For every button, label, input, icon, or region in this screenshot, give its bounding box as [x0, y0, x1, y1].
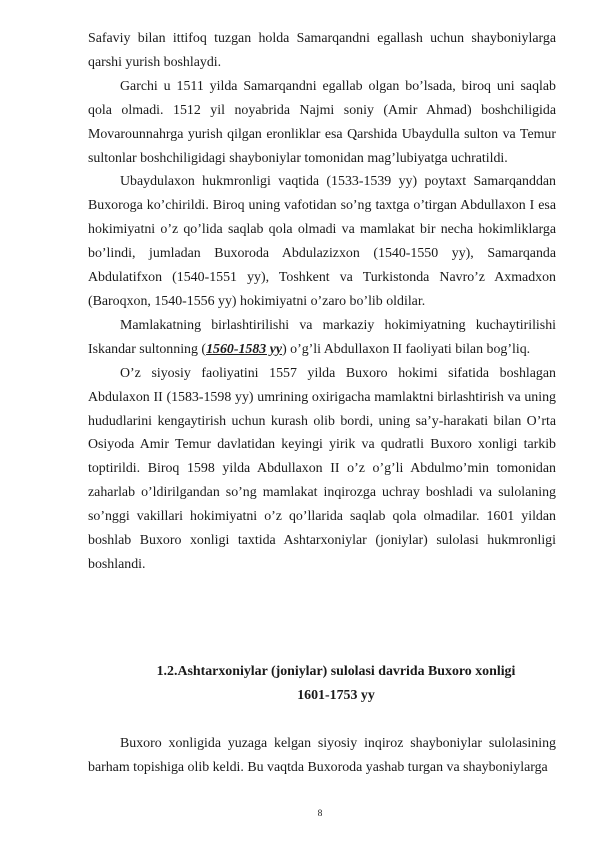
paragraph-4-end: ) o’g’li Abdullaxon II faoliyati bilan bog’liq. — [282, 341, 531, 357]
paragraph-6: Buxoro xonligida yuzaga kelgan siyosiy inqiroz shayboniylar sulolasining barham topishiga olib keldi. Bu vaqtda Buxoroda yashab turgan va shayboniylarga — [88, 736, 556, 775]
body-text-continued — [88, 732, 556, 780]
paragraph-4 — [88, 314, 556, 362]
section-heading-years: 1601-1753 yy — [297, 687, 375, 703]
paragraph-3: Ubaydulaxon hukmronligi vaqtida (1533-1539 yy) poytaxt Samarqanddan Buxoroga ko’chirildi. Biroq uning vafotidan so’ng taxtga o’tirgan Abdullaxon I esa hokimiyatni o’z qo’lida saqlab qola olmadi va mamlakat bir necha hokimliklarga bo’lindi, jumladan Buxoroda Abdulazizxon (1540-1550 yy), Samarqanda Abdulatifxon (1540-1551 yy), Toshkent va Turkistonda Navro’z Axmadxon (Baroqxon, 1540-1556 yy) hokimiyatni o’zaro bo’lib oldilar. — [88, 174, 556, 309]
section-heading — [88, 660, 584, 708]
date-link[interactable]: 1560-1583 yy — [206, 341, 283, 357]
paragraph-4-start: Mamlakatning birlashtirilishi va markaziy hokimiyatning kuchaytirilishi Iskandar sultonning ( — [88, 317, 556, 357]
section-heading-title: 1.2.Ashtarxoniylar (joniylar) sulolasi davrida Buxoro xonligi — [156, 664, 516, 679]
body-text — [88, 27, 556, 577]
paragraph-2: Garchi u 1511 yilda Samarqandni egallab olgan bo’lsada, biroq uni saqlab qola olmadi. 1512 yil noyabrida Najmi soniy (Amir Ahmad) boshchiligida Movarounnahrga yurish qilgan eronliklar esa Qarshida Ubaydulla sulton va Temur sultonlar boshchiligidagi shayboniylar tomonidan mag’lubiyatga uchratildi. — [88, 78, 556, 166]
paragraph-1: Safaviy bilan ittifoq tuzgan holda Samarqandni egallash uchun shayboniylarga qarshi yurish boshlaydi. — [88, 31, 556, 70]
paragraph-5: O’z siyosiy faoliyatini 1557 yilda Buxoro hokimi sifatida boshlagan Abdulaxon II (1583-1598 yy) umrining oxirigacha mamlaktni birlashtirish va uning hududlarini kengaytirish uchun kurash olib bordi, uning sa’y-harakati bilan O’rta Osiyoda Amir Temur davlatidan keyingi yirik va qudratli Buxoro xonligi tarkib toptirildi. Biroq 1598 yilda Abdullaxon II o’z o’g’li Abdulmo’min tomonidan zaharlab o’ldirilgandan so’ng mamlakat inqirozga uchray boshladi va sulolaning so’nggi vakillari hokimiyatni o’z qo’llarida saqlab qola olmadilar. 1601 yildan boshlab Buxoro xonligi taxtida Ashtarxoniylar (joniylar) sulolasi hukmronligi boshlandi. — [88, 365, 556, 572]
page-number: 8 — [317, 809, 323, 819]
